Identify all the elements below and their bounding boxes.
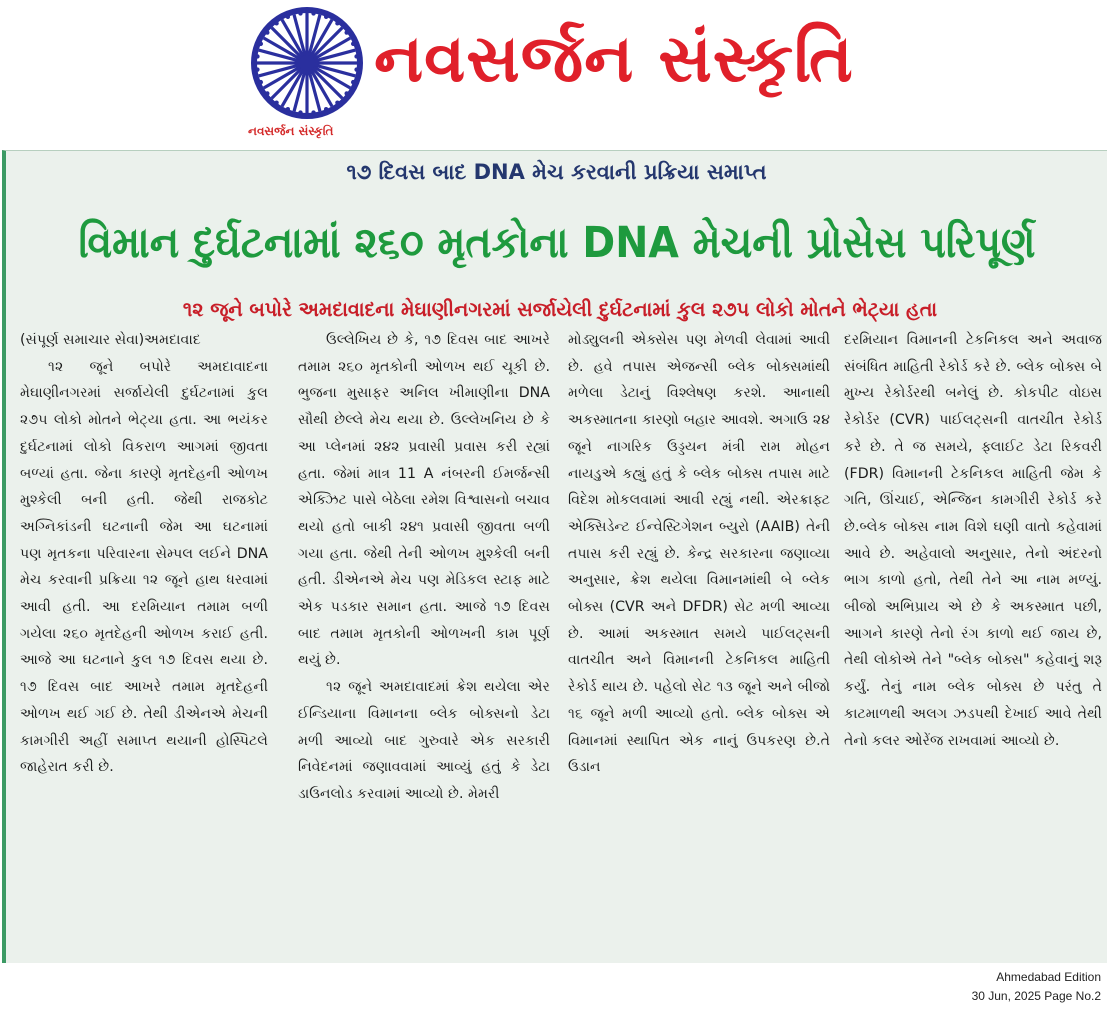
column-paragraph: મોડ્યુલની એક્સેસ પણ મેળવી લેવામાં આવી છે. હવે તપાસ એજન્સી બ્લેક બોક્સમાંથી મળેલા ડેટાનું વિશ્લેષણ કરશે. આનાથી અકસ્માતના કારણો બહાર આવશે. અગાઉ ૨૪ જૂને નાગરિક ઉડ્ડયન મંત્રી રામ મોહન નાયડુએ કહ્યું હતું કે બ્લેક બોક્સ તપાસ માટે વિદેશ મોકલવામાં આવી રહ્યું નથી. એરક્રાફ્ટ એક્સિડેન્ટ ઈન્વેસ્ટિગેશન બ્યુરો (AAIB) તેની તપાસ કરી રહ્યું છે. કેન્દ્ર સરકારના જણાવ્યા અનુસાર, ક્રેશ થયેલા વિમાનમાંથી બે બ્લેક બોક્સ (CVR અને DFDR) સેટ મળી આવ્યા છે. આમાં અકસ્માત સમયે પાઈલટ્સની વાતચીત અને વિમાનની ટેકનિકલ માહિતી રેકોર્ડ થાય છે. પહેલો સેટ ૧૩ જૂને અને બીજો ૧૬ જૂને મળી આવ્યો હતો. બ્લેક બોક્સ એ વિમાનમાં સ્થાપિત એક નાનું ઉપકરણ છે.તે ઉડાન: [568, 332, 830, 776]
article-subheadline: ૧૨ જૂને બપોરે અમદાવાદના મેઘાણીનગરમાં સર્જાયેલી દુર્ઘટનામાં કુલ ૨૭૫ લોકો મોતને ભેટ્યા હતા: [182, 297, 938, 321]
column-paragraph: ઉલ્લેખિય છે કે, ૧૭ દિવસ બાદ આખરે તમામ ૨૬૦ મૃતકોની ઓળખ થઈ ચૂકી છે. ભુજના મુસાફર અનિલ ખીમાણીના DNA સૌથી છેલ્લે મેચ થયા છે. ઉલ્લેખનિય છે કે આ પ્લેનમાં ૨૪૨ પ્રવાસી પ્રવાસ કરી રહ્યાં હતા. જેમાં માત્ર 11 A નંબરની ઈમર્જન્સી એક્ઝિટ પાસે બેઠેલા રમેશ વિશ્વાસનો બચાવ થયો હતો બાકી ૨૪૧ પ્રવાસી જીવતા બળી ગયા હતા. જેથી તેની ઓળખ મુશ્કેલી બની હતી. ડીએનએ મેચ પણ મેડિકલ સ્ટાફ માટે એક પડકાર સમાન હતા. આજે ૧૭ દિવસ બાદ તમામ મૃતકોની ઓળખની કામ પૂર્ણ થયું છે.: [298, 332, 550, 669]
article-headline: વિમાન દુર્ઘટનામાં ૨૬૦ મૃતકોના DNA મેચની પ્રોસેસ પરિપૂર્ણ: [78, 218, 1036, 268]
ashoka-chakra-icon: [250, 6, 364, 120]
edition-name: Ahmedabad Edition: [996, 970, 1101, 984]
article-column-1: [20, 327, 268, 961]
edition-info: [972, 968, 1101, 1006]
article-column-4: [844, 327, 1102, 961]
column-paragraph: (સંપૂર્ણ સમાચાર સેવા)અમદાવાદ: [20, 332, 201, 348]
article-column-3: [568, 327, 830, 961]
column-paragraph: ૧૨ જૂને અમદાવાદમાં ક્રેશ થયેલા એર ઈન્ડિયાના વિમાનના બ્લેક બોક્સનો ડેટા મળી આવ્યો બાદ ગુરુવારે એક સરકારી નિવેદનમાં જણાવવામાં આવ્યું હતું કે ડેટા ડાઉનલોડ કરવામાં આવ્યો છે. મેમરી: [298, 679, 550, 802]
article-kicker: ૧૭ દિવસ બાદ DNA મેચ કરવાની પ્રક્રિયા સમાપ્ત: [346, 160, 767, 184]
article-column-2: [298, 327, 550, 961]
newspaper-subtitle: નવસર્જન સંસ્કૃતિ: [248, 124, 334, 138]
edition-date-page: 30 Jun, 2025 Page No.2: [971, 989, 1101, 1003]
column-paragraph: ૧૨ જૂને બપોરે અમદાવાદના મેઘાણીનગરમાં સર્જાયેલી દુર્ઘટનામાં કુલ ૨૭૫ લોકો મોતને ભેટ્યા હતા. આ ભયંકર દુર્ઘટનામાં લોકો વિકરાળ આગમાં જીવતા બળ્યાં હતા. જેના કારણે મૃતદેહની ઓળખ મુશ્કેલી બની હતી. જેથી રાજકોટ અગ્નિકાંડની ઘટનાની જેમ આ ઘટનામાં પણ મૃતકના પરિવારના સેમ્પલ લઈને DNA મેચ કરવાની પ્રક્રિયા ૧૨ જૂને હાથ ધરવામાં આવી હતી. આ દરમિયાન તમામ બળી ગયેલા ૨૬૦ મૃતદેહની ઓળખ કરાઈ હતી. આજે આ ઘટનાને કુલ ૧૭ દિવસ થયા છે. ૧૭ દિવસ બાદ આખરે તમામ મૃતદેહની ઓળખ થઈ ગઈ છે. તેથી ડીએનએ મેચની કામગીરી અહીં સમાપ્ત થયાની હોસ્પિટલે જાહેરાત કરી છે.: [20, 358, 268, 776]
masthead: [0, 0, 1109, 150]
column-paragraph: દરમિયાન વિમાનની ટેકનિકલ અને અવાજ સંબંધિત માહિતી રેકોર્ડ કરે છે. બ્લેક બોક્સ બે મુખ્ય રેકોર્ડરથી બનેલું છે. કોકપીટ વોઇસ રેકોર્ડર (CVR) પાઈલટ્સની વાતચીત રેકોર્ડ કરે છે. તે જ સમયે, ફ્લાઈટ ડેટા રિકવરી (FDR) વિમાનની ટેકનિકલ માહિતી જેમ કે ગતિ, ઊંચાઈ, એન્જિન કામગીરી રેકોર્ડ કરે છે.બ્લેક બોક્સ નામ વિશે ઘણી વાતો કહેવામાં આવે છે. અહેવાલો અનુસાર, તેનો અંદરનો ભાગ કાળો હતો, તેથી તેને આ નામ મળ્યું. બીજો અભિપ્રાય એ છે કે અકસ્માત પછી, આગને કારણે તેનો રંગ કાળો થઈ જાય છે, તેથી લોકોએ તેને "બ્લેક બોક્સ" કહેવાનું શરૂ કર્યું. તેનું નામ બ્લેક બોક્સ છે પરંતુ તે કાટમાળથી અલગ ઝડપથી દેખાઈ આવે તેથી તેનો કલર ઓરેંજ રાખવામાં આવ્યો છે.: [844, 332, 1102, 749]
article: [2, 150, 1107, 963]
newspaper-title: નવસર્જન સંસ્કૃતિ: [374, 20, 854, 97]
